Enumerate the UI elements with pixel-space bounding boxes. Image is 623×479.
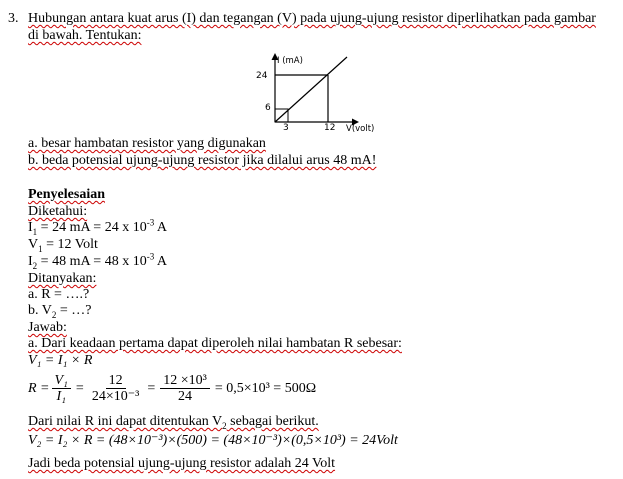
answer-a-intro: a. Dari keadaan pertama dapat diperoleh nilai hambatan R sebesar: xyxy=(28,336,402,351)
asked-b: b. $V_2$ = …? xyxy=(28,303,92,320)
solution-heading: Penyelesaian xyxy=(28,187,105,202)
question-b: b. beda potensial ujung-ujung resistor jika dilalui arus 48 mA! xyxy=(28,153,377,168)
x-tick-12: 12 xyxy=(324,123,336,133)
x-axis-label: V(volt) xyxy=(346,124,375,134)
given-2: $V_1 = 12$ Volt xyxy=(28,237,98,254)
answer-label: Jawab: xyxy=(28,320,67,335)
given-label: Diketahui: xyxy=(28,204,88,219)
current-voltage-graph xyxy=(256,52,386,134)
question-a: a. besar hambatan resistor yang digunakan xyxy=(28,136,266,151)
resistance-equation: R = $\frac{\text{V₁}}{\text{I₁}}$ = $\frac{12}{\text{24×10⁻³}}$ = $\frac{\text{12 ×10³}}{24}$ = 0,5×10³ = 500Ω xyxy=(28,373,317,404)
fraction-v1-i1: $\frac{\text{V₁}}{\text{I₁}}$ xyxy=(52,373,71,404)
fraction-12-24e-3: $\frac{12}{\text{24×10⁻³}}$ xyxy=(91,373,140,404)
y-axis-label: I (mA) xyxy=(277,56,303,66)
asked-a: a. R = ….? xyxy=(28,287,90,302)
fraction-12e3-24: $\frac{\text{12 ×10³}}{24}$ xyxy=(160,373,210,404)
given-3: $I_2 = 48$ mA = 48 x $10^{-3}$ A xyxy=(28,251,168,271)
given-1: $I_1 = 24$ mA = 24 x $10^{-3}$ A xyxy=(28,217,168,237)
x-tick-3: 3 xyxy=(283,123,289,133)
asked-label: Ditanyakan: xyxy=(28,271,97,286)
y-tick-6: 6 xyxy=(265,103,271,113)
problem-text-line1: Hubungan antara kuat arus (I) dan tegangan (V) pada ujung-ujung resistor diperlihatkan pada gambar xyxy=(28,11,596,26)
v2-equation: V₂ = I₂ × R = (48×10⁻³)×(500) = (48×10⁻³)×(0,5×10³) = 24Volt xyxy=(28,433,398,448)
ohm-law-equation: V₁ = I₁ × R xyxy=(28,353,93,368)
problem-number: 3. xyxy=(8,11,19,26)
r-result: = 0,5×10³ = 500Ω xyxy=(214,380,317,396)
y-tick-24: 24 xyxy=(256,71,268,81)
conclusion: Jadi beda potensial ujung-ujung resistor adalah 24 Volt xyxy=(28,456,336,471)
r-lhs: R = xyxy=(28,380,50,396)
problem-text-line2: di bawah. Tentukan: xyxy=(28,28,142,43)
from-value-line: Dari nilai R ini dapat ditentukan $V_2$ sebagai berikut. xyxy=(28,414,319,431)
